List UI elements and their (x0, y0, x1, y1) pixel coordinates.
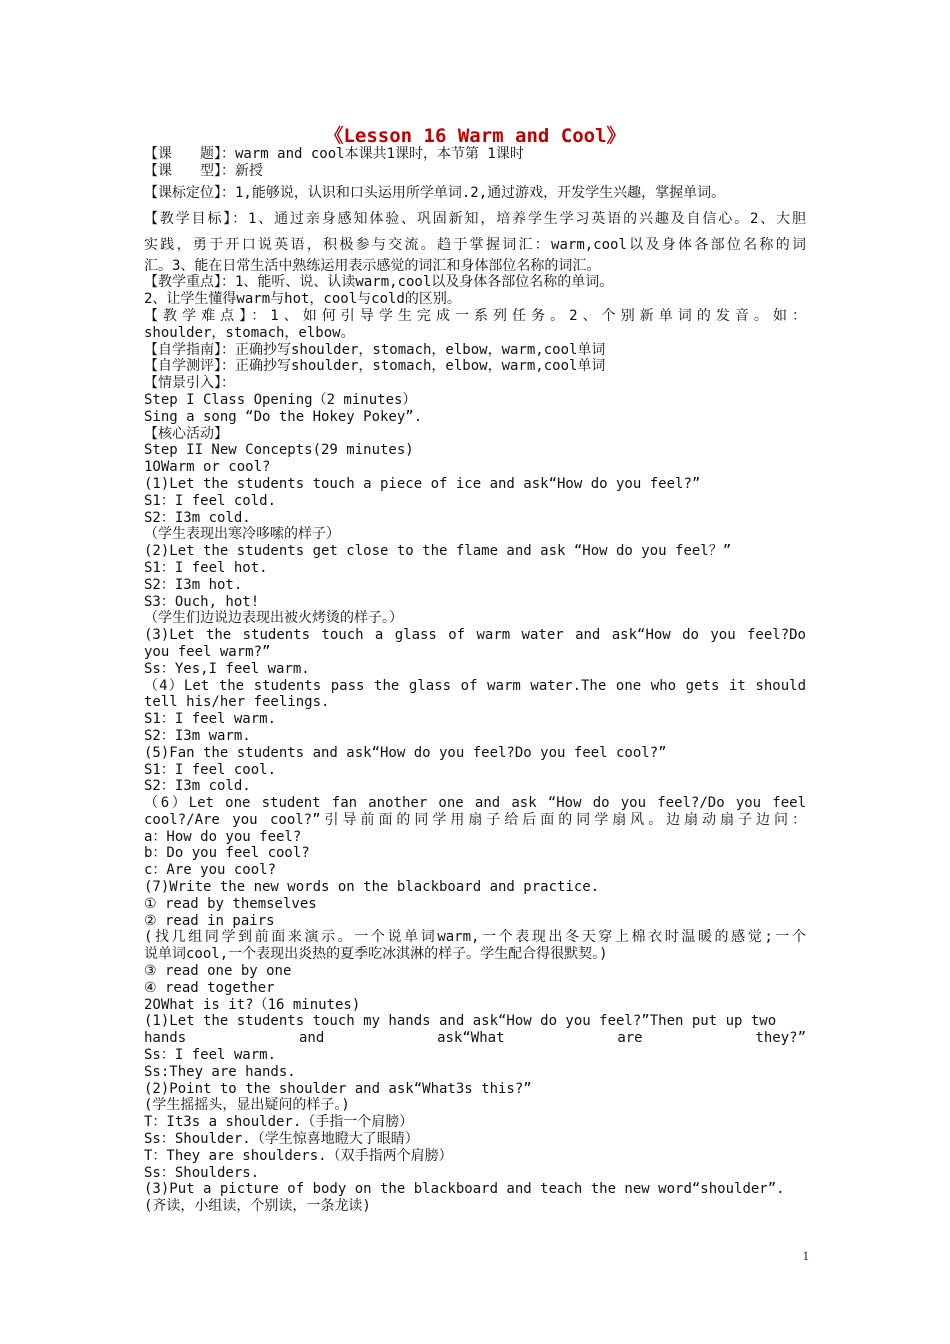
text-line: 【核心活动】 (144, 425, 228, 442)
text-line: 实践，勇于开口说英语，积极参与交流。趋于掌握词汇：warm,cool以及身体各部位名称的词 (144, 236, 806, 253)
text-line: shoulder，stomach，elbow。 (144, 324, 355, 341)
page-number: 1 (802, 1248, 809, 1263)
text-line: （学生们边说边表现出被火烤烫的样子。） (144, 610, 403, 627)
text-line: （4）Let the students pass the glass of warm water.The one who gets it should (144, 677, 806, 694)
text-line: S3：Ouch, hot! (144, 593, 260, 610)
text-line: 【情景引入】： (144, 375, 235, 392)
text-line: 汇。3、能在日常生活中熟练运用表示感觉的词汇和身体部位名称的词汇。 (144, 257, 601, 274)
text-line: S2：I3m warm. (144, 727, 251, 744)
text-line: T：It3s a shoulder.（手指一个肩膀） (144, 1114, 414, 1131)
text-line: (2)Point to the shoulder and ask“What3s this?” (144, 1080, 532, 1097)
text-line: （6）Let one student fan another one and ask “How do you feel?/Do you feel (144, 795, 806, 812)
document-body (144, 146, 806, 1215)
text-line: (3)Let the students touch a glass of warm water and ask“How do you feel?Do (144, 627, 806, 644)
text-line: (齐读，小组读，个别读，一条龙读) (144, 1198, 371, 1215)
text-line: 【课 题】：warm and cool本课共1课时，本节第 1课时 (144, 146, 524, 162)
text-line: c：Are you cool? (144, 862, 277, 879)
text-line: Ss：Yes,I feel warm. (144, 660, 310, 677)
text-line: Step II New Concepts(29 minutes) (144, 442, 414, 459)
text-line: (3)Put a picture of body on the blackboard and teach the new word“shoulder”. (144, 1181, 785, 1198)
text-line: Ss:They are hands. (144, 1063, 296, 1080)
text-line: (学生摇摇头，显出疑问的样子。) (144, 1097, 350, 1114)
text-line: （学生表现出寒冷哆嗦的样子） (144, 526, 340, 543)
text-line: tell his/her feelings. (144, 694, 330, 711)
text-line: hands and ask“What are they?” (144, 1030, 806, 1047)
text-line: T：They are shoulders.（双手指两个肩膀） (144, 1147, 453, 1164)
text-line: 【教学目标】：1、通过亲身感知体验、巩固新知，培养学生学习英语的兴趣及自信心。2、大胆 (144, 210, 806, 227)
text-line: 【自学测评】：正确抄写shoulder，stomach，elbow，warm,cool单词 (144, 358, 606, 375)
text-line: (1)Let the students touch a piece of ice and ask“How do you feel?” (144, 475, 701, 492)
text-line: 【课标定位】：1,能够说，认识和口头运用所学单词.2,通过游戏，开发学生兴趣，掌握单词。 (144, 184, 726, 201)
text-line: 【自学指南】：正确抄写shoulder，stomach，elbow，warm,cool单词 (144, 341, 606, 358)
text-line: ④ read together (144, 979, 275, 996)
text-line: S1：I feel cold. (144, 492, 277, 509)
document-title: 《Lesson 16 Warm and Cool》 (324, 125, 626, 147)
text-line: Ss：I feel warm. (144, 1047, 277, 1064)
text-line: S2：I3m cold. (144, 778, 251, 795)
text-line: ① read by themselves (144, 895, 317, 912)
text-line: (1)Let the students touch my hands and ask“How do you feel?”Then put up two (144, 1013, 777, 1030)
text-line: 2、让学生懂得warm与hot，cool与cold的区别。 (144, 291, 461, 308)
text-line: ③ read one by one (144, 963, 292, 980)
text-line: 说单词cool,一个表现出炎热的夏季吃冰淇淋的样子。学生配合得很默契。) (144, 946, 608, 963)
text-line: ② read in pairs (144, 912, 275, 929)
text-line: cool?/Are you cool?”引导前面的同学用扇子给后面的同学扇风。边扇动扇子边问： (144, 811, 806, 828)
text-line: you feel warm?” (144, 643, 271, 660)
text-line: (找几组同学到前面来演示。一个说单词warm,一个表现出冬天穿上棉衣时温暖的感觉;一个 (144, 929, 806, 946)
text-line: Ss：Shoulders. (144, 1164, 260, 1181)
text-line: 【教学重点】：1、能听、说、认读warm,cool以及身体各部位名称的单词。 (144, 274, 614, 291)
text-line: Sing a song “Do the Hokey Pokey”. (144, 408, 423, 425)
text-line: S1：I feel hot. (144, 559, 268, 576)
text-line: Step I Class Opening（2 minutes） (144, 391, 417, 408)
text-line: S1：I feel warm. (144, 711, 277, 728)
text-line: 【课 型】：新授 (144, 162, 263, 179)
text-line: a：How do you feel? (144, 828, 302, 845)
text-line: S1：I feel cool. (144, 761, 277, 778)
text-line: (5)Fan the students and ask“How do you feel?Do you feel cool?” (144, 744, 667, 761)
text-line: (7)Write the new words on the blackboard and practice. (144, 879, 600, 896)
text-line: S2：I3m hot. (144, 576, 243, 593)
text-line: (2)Let the students get close to the flame and ask “How do you feel？” (144, 543, 732, 560)
text-line: 【教学难点】：1、如何引导学生完成一系列任务。2、个别新单词的发音。如： (144, 307, 806, 324)
text-line: S2：I3m cold. (144, 509, 251, 526)
text-line: 1OWarm or cool? (144, 459, 271, 476)
text-line: Ss：Shoulder.（学生惊喜地瞪大了眼睛） (144, 1131, 419, 1148)
text-line: 2OWhat is it?（16 minutes) (144, 996, 361, 1013)
text-line: b：Do you feel cool? (144, 845, 310, 862)
